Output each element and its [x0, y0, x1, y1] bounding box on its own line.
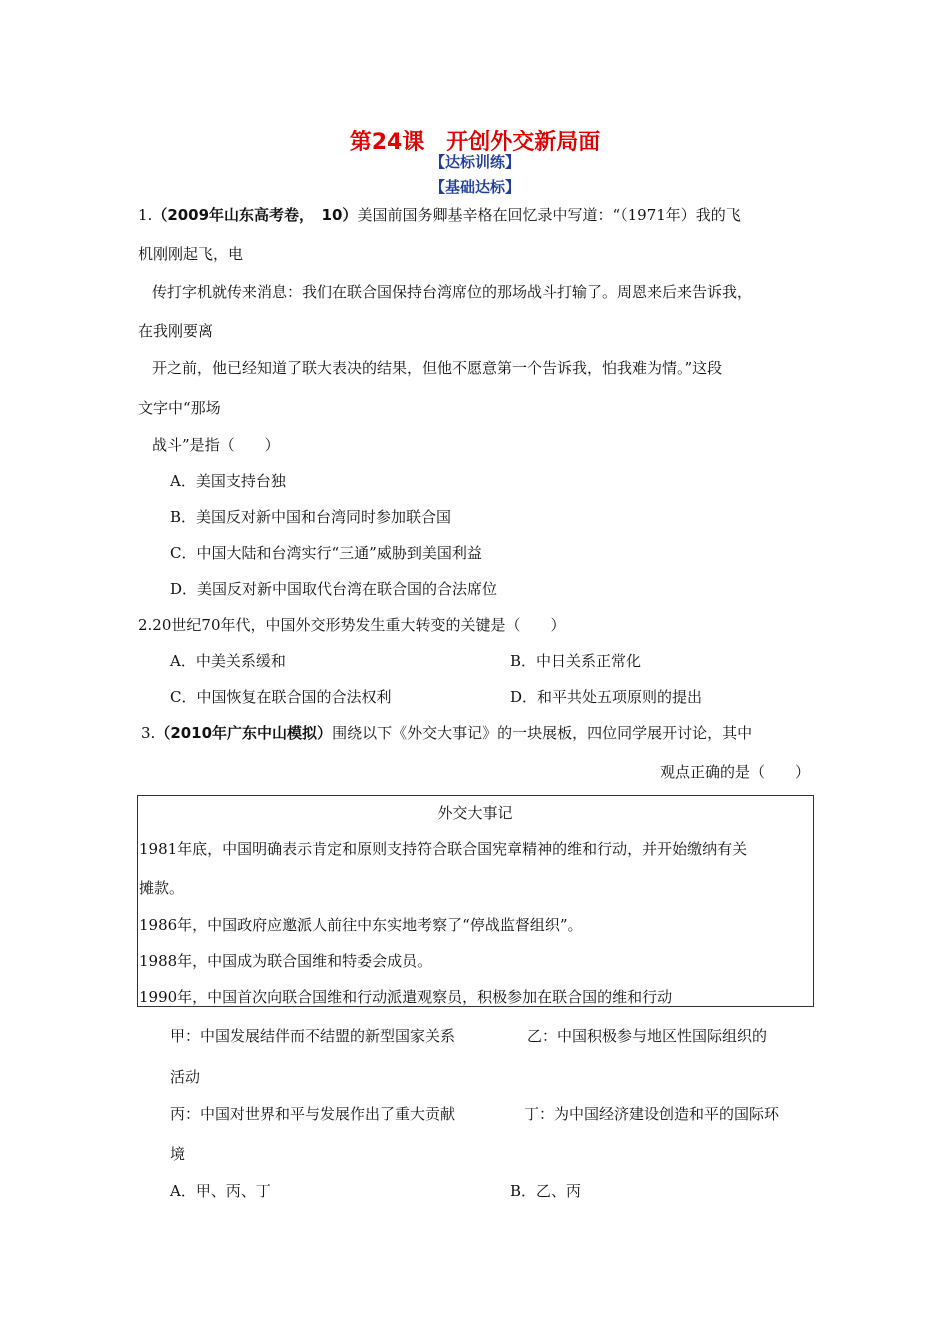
question-3-stem-2: 观点正确的是（ ）: [660, 763, 811, 781]
box-line-3: 1986年，中国政府应邀派人前往中东实地考察了“停战监督组织”。: [139, 916, 583, 934]
question-1-line-5: 开之前，他已经知道了联大表决的结果，但他不愿意第一个告诉我，怕我难为情。”这段: [152, 359, 723, 377]
question-3-header: [141, 722, 752, 743]
box-line-2: 摊款。: [139, 879, 185, 897]
view-jia: 甲：中国发展结伴而不结盟的新型国家关系: [170, 1027, 456, 1045]
box-line-1: 1981年底，中国明确表示肯定和原则支持符合联合国宪章精神的维和行动，并开始缴纳有关: [139, 840, 748, 858]
question-3-stem-1: 围绕以下《外交大事记》的一块展板，四位同学展开讨论，其中: [332, 724, 753, 742]
question-1-option-b: B．美国反对新中国和台湾同时参加联合国: [170, 508, 452, 526]
question-3-number: 3.: [141, 724, 156, 742]
question-1-source: （2009年山东高考卷， 10）: [152, 206, 358, 224]
question-1-line-6: 文字中“那场: [138, 399, 221, 417]
diplomacy-events-box: [137, 795, 814, 1007]
box-line-5: 1990年，中国首次向联合国维和行动派遣观察员，积极参加在联合国的维和行动: [139, 988, 673, 1006]
question-1-number: 1.: [138, 206, 153, 224]
question-3-option-b: B．乙、丙: [510, 1182, 582, 1200]
question-2-option-c: C．中国恢复在联合国的合法权利: [170, 688, 392, 706]
view-ding-line-2: 境: [170, 1145, 186, 1163]
box-title: 外交大事记: [437, 804, 513, 822]
box-line-4: 1988年，中国成为联合国维和特委会成员。: [139, 952, 433, 970]
question-2-option-a: A．中美关系缓和: [170, 652, 286, 670]
question-1-option-c: C．中国大陆和台湾实行“三通”威胁到美国利益: [170, 544, 482, 562]
question-1-line-2: 机刚刚起飞，电: [138, 245, 244, 263]
view-ding-line-1: 丁：为中国经济建设创造和平的国际环: [524, 1105, 780, 1123]
section-heading-training: 【达标训练】: [429, 153, 520, 171]
question-3-source: （2010年广东中山模拟）: [155, 724, 333, 742]
question-1-option-a: A．美国支持台独: [170, 472, 286, 490]
question-2-stem: 2.20世纪70年代，中国外交形势发生重大转变的关键是（ ）: [138, 616, 566, 634]
question-2-option-b: B．中日关系正常化: [510, 652, 642, 670]
question-1-line-7: 战斗”是指（ ）: [152, 436, 280, 454]
page-title: 第24课 开创外交新局面: [349, 130, 601, 155]
question-1-line-4: 在我刚要离: [138, 322, 214, 340]
question-3-option-a: A．甲、丙、丁: [170, 1182, 271, 1200]
question-2-option-d: D．和平共处五项原则的提出: [510, 688, 703, 706]
question-1-line-1: 美国前国务卿基辛格在回忆录中写道：“（1971年）我的飞: [357, 206, 741, 224]
question-1-header: [138, 204, 741, 225]
section-heading-basic: 【基础达标】: [429, 178, 520, 196]
view-yi-line-1: 乙：中国积极参与地区性国际组织的: [527, 1027, 768, 1045]
view-yi-line-2: 活动: [170, 1068, 201, 1086]
question-1-option-d: D．美国反对新中国取代台湾在联合国的合法席位: [170, 580, 498, 598]
question-1-line-3: 传打字机就传来消息：我们在联合国保持台湾席位的那场战斗打输了。周恩来后来告诉我，: [152, 283, 753, 301]
view-bing: 丙：中国对世界和平与发展作出了重大贡献: [170, 1105, 456, 1123]
